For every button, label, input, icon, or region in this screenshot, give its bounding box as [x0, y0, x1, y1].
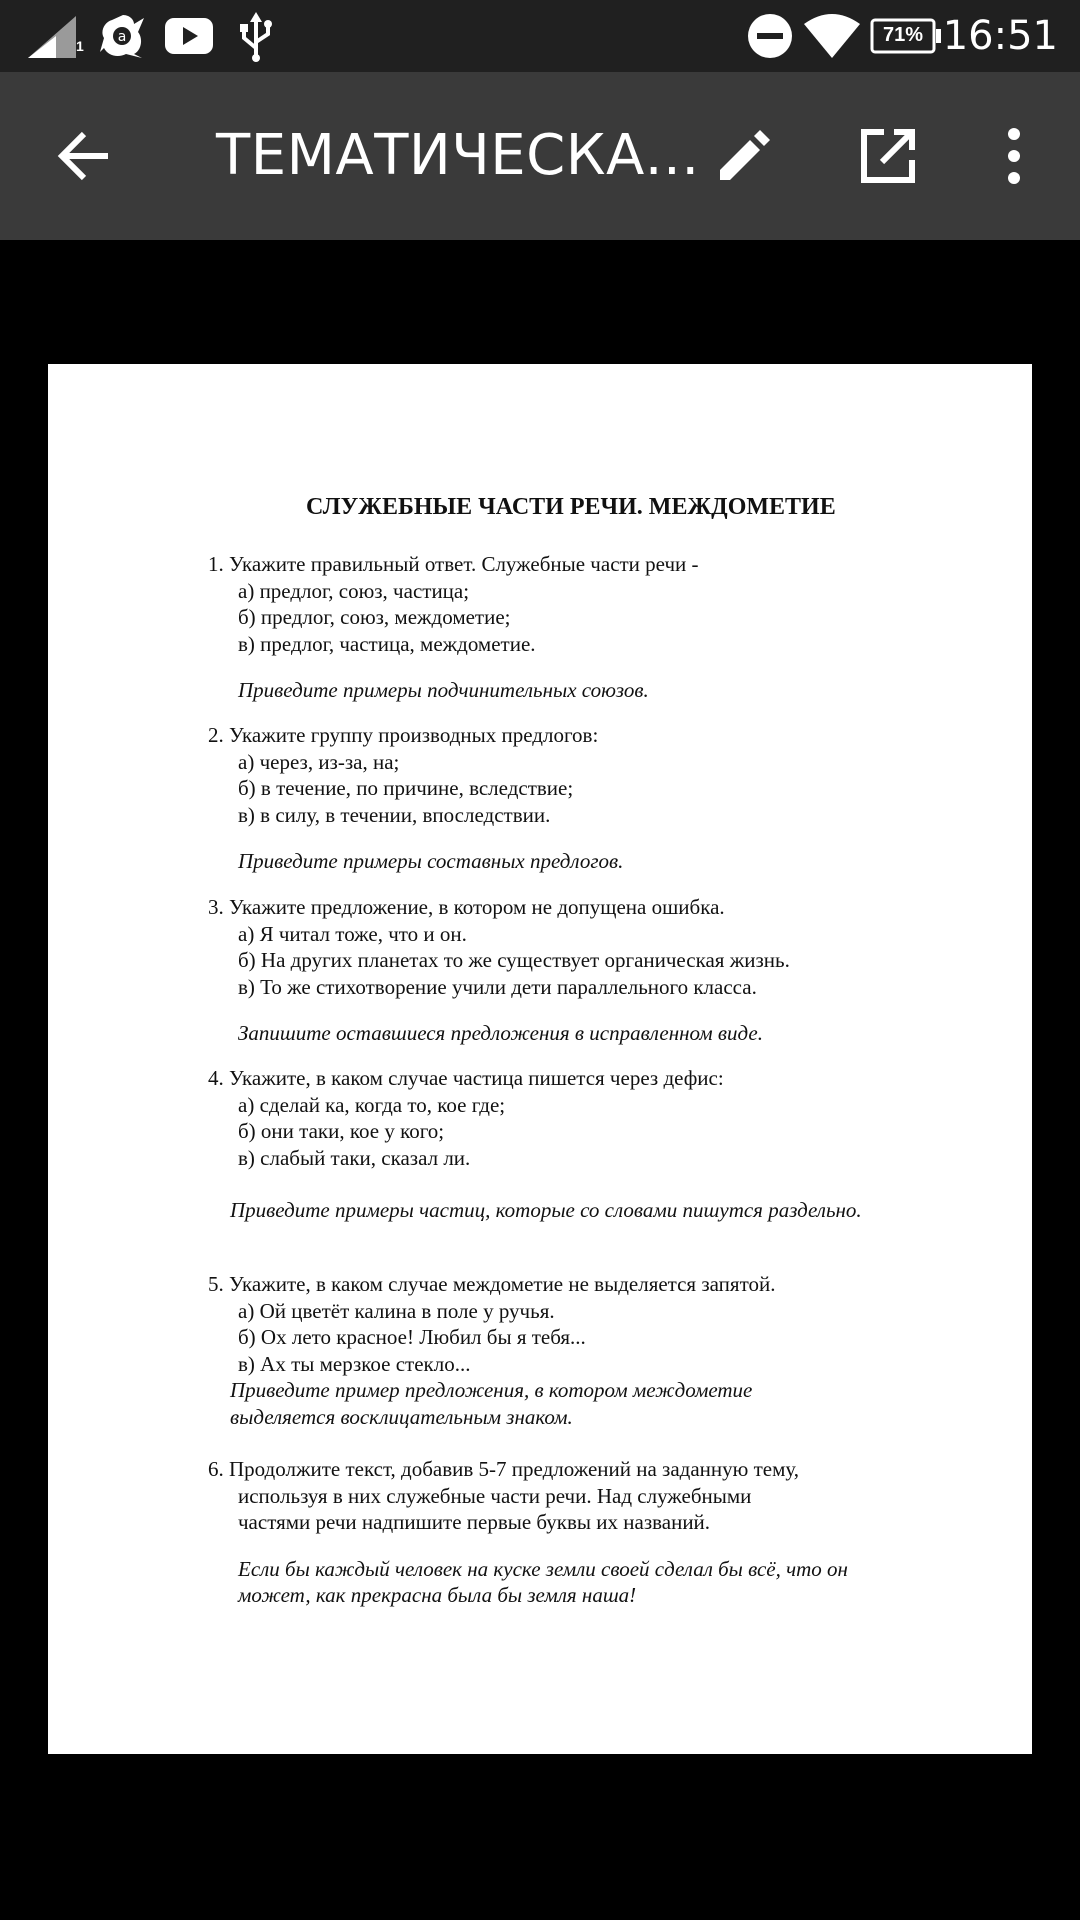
doc-heading: СЛУЖЕБНЫЕ ЧАСТИ РЕЧИ. МЕЖДОМЕТИЕ	[306, 494, 836, 520]
question-prompt-line-1: Приведите пример предложения, в котором междометие	[230, 1378, 753, 1402]
option-b: б) предлог, союз, междометие;	[238, 605, 511, 629]
clock-time: 16:51	[942, 13, 1058, 59]
question-text-line-2: используя в них служебные части речи. Над служебными	[238, 1483, 752, 1508]
question-3	[208, 894, 790, 1047]
quote-line-2: может, как прекрасна была бы земля наша!	[238, 1583, 637, 1607]
question-prompt: Приведите примеры частиц, которые со словами пишутся раздельно.	[230, 1198, 862, 1222]
question-prompt: Запишите оставшиеся предложения в исправленном виде.	[238, 1021, 763, 1045]
question-prompt-line-2: выделяется восклицательным знаком.	[230, 1404, 573, 1429]
wifi-icon	[802, 12, 862, 60]
svg-text:a: a	[117, 29, 127, 45]
question-5	[208, 1271, 775, 1430]
back-arrow-icon	[56, 128, 112, 184]
back-button[interactable]	[44, 116, 124, 196]
question-1	[208, 551, 699, 704]
do-not-disturb-icon	[746, 12, 794, 60]
option-c: в) предлог, частица, междометие.	[238, 631, 536, 656]
question-text: 4. Укажите, в каком случае частица пишется через дефис:	[208, 1066, 724, 1090]
edit-button[interactable]	[704, 116, 784, 196]
more-options-button[interactable]	[974, 116, 1054, 196]
option-a: а) Ой цветёт калина в поле у ручья.	[238, 1298, 555, 1323]
option-a: а) предлог, союз, частица;	[238, 578, 470, 603]
option-b: б) они таки, кое у кого;	[238, 1119, 445, 1143]
question-text: 5. Укажите, в каком случае междометие не выделяется запятой.	[208, 1272, 776, 1296]
option-c: в) в силу, в течении, впоследствии.	[238, 802, 551, 827]
question-4	[208, 1065, 862, 1224]
question-text: 1. Укажите правильный ответ. Служебные части речи -	[208, 552, 699, 576]
question-text: 3. Укажите предложение, в котором не допущена ошибка.	[208, 895, 725, 919]
sim-slot-label: 1	[76, 38, 84, 54]
option-b: б) На других планетах то же существует органическая жизнь.	[238, 948, 790, 972]
app-bar	[0, 72, 1080, 240]
question-6	[208, 1456, 848, 1609]
youtube-icon	[164, 14, 214, 58]
question-text: 6. Продолжите текст, добавив 5-7 предложений на заданную тему,	[208, 1457, 800, 1481]
edit-pencil-icon	[714, 126, 774, 186]
option-c: в) Ах ты мерзкое стекло...	[238, 1351, 471, 1376]
question-2	[208, 722, 623, 875]
document-title: ТЕМАТИЧЕСКА...	[216, 123, 700, 188]
question-text: 2. Укажите группу производных предлогов:	[208, 723, 599, 747]
open-external-button[interactable]	[848, 116, 928, 196]
quote-line-1: Если бы каждый человек на куске земли своей сделал бы всё, что он	[238, 1556, 848, 1581]
option-a: а) сделай ка, когда то, кое где;	[238, 1092, 506, 1117]
document-page[interactable]	[48, 364, 1032, 1754]
option-b: б) Ох лето красное! Любил бы я тебя...	[238, 1325, 586, 1349]
option-b: б) в течение, по причине, вследствие;	[238, 776, 574, 800]
option-a: а) через, из-за, на;	[238, 749, 400, 774]
question-prompt: Приведите примеры подчинительных союзов.	[238, 678, 649, 702]
question-prompt: Приведите примеры составных предлогов.	[238, 849, 624, 873]
mascot-app-icon	[98, 12, 148, 60]
open-external-icon	[858, 126, 918, 186]
more-vert-icon	[1004, 126, 1024, 186]
question-text-line-3: частями речи надпишите первые буквы их названий.	[238, 1510, 711, 1534]
battery-percent: 71%	[882, 24, 924, 46]
option-c: в) То же стихотворение учили дети параллельного класса.	[238, 974, 757, 999]
option-a: а) Я читал тоже, что и он.	[238, 921, 467, 946]
status-bar	[0, 0, 1080, 72]
usb-icon	[238, 10, 274, 62]
option-c: в) слабый таки, сказал ли.	[238, 1145, 471, 1170]
document-viewer[interactable]	[0, 240, 1080, 1920]
